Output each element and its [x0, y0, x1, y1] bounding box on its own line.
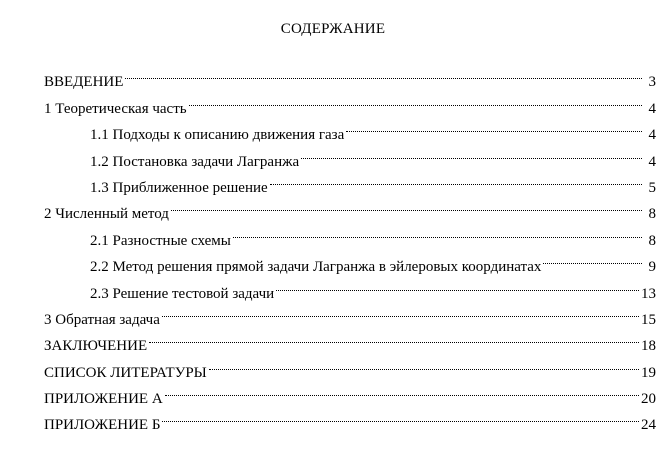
dot-leader	[233, 218, 642, 244]
toc-entry-page: 9	[648, 259, 656, 276]
toc-entry-1-1[interactable]	[44, 113, 656, 144]
toc-entry-label: 1.1 Подходы к описанию движения газа	[90, 127, 345, 144]
toc-entry-1-2[interactable]	[44, 139, 656, 170]
toc-entry-label: ПРИЛОЖЕНИЕ Б	[44, 417, 161, 434]
toc-entry-page: 4	[648, 100, 656, 117]
dot-leader	[162, 403, 639, 429]
toc-entry-2-2[interactable]	[44, 245, 656, 276]
toc-entry-label: 1 Теоретическая часть	[44, 100, 187, 117]
toc-entry-theory[interactable]	[44, 86, 656, 117]
toc-entry-label: 1.2 Постановка задачи Лагранжа	[90, 153, 300, 170]
toc-entry-conclusion[interactable]	[44, 324, 656, 355]
toc-entry-page: 18	[641, 338, 656, 355]
toc-entry-page: 13	[641, 285, 656, 302]
toc-entry-label: 2 Численный метод	[44, 206, 169, 223]
toc-entry-label: ПРИЛОЖЕНИЕ А	[44, 391, 163, 408]
toc-entry-page: 4	[648, 153, 656, 170]
dot-leader	[301, 139, 642, 165]
toc-entry-2-1[interactable]	[44, 218, 656, 249]
toc-entry-label: 2.2 Метод решения прямой задачи Лагранжа в эйлеровых координатах	[90, 259, 542, 276]
toc-entry-page: 8	[648, 206, 656, 223]
toc-entry-label: ВВЕДЕНИЕ	[44, 74, 124, 91]
dot-leader	[346, 113, 642, 139]
toc-title: СОДЕРЖАНИЕ	[280, 21, 386, 37]
toc-entry-label: 3 Обратная задача	[44, 311, 160, 328]
toc-entry-page: 15	[641, 311, 656, 328]
toc-entry-page: 24	[641, 417, 656, 434]
dot-leader	[543, 245, 642, 271]
toc-entry-2-3[interactable]	[44, 271, 656, 302]
toc-entry-page: 19	[641, 364, 656, 381]
dot-leader	[162, 298, 639, 324]
dot-leader	[270, 166, 642, 192]
dot-leader	[276, 271, 639, 297]
toc-entry-references[interactable]	[44, 350, 656, 381]
toc-entry-label: СПИСОК ЛИТЕРАТУРЫ	[44, 364, 207, 381]
dot-leader	[189, 86, 642, 112]
toc-entry-label: 2.3 Решение тестовой задачи	[90, 285, 275, 302]
toc-entry-page: 4	[648, 127, 656, 144]
table-of-contents	[44, 60, 656, 434]
toc-entry-1-3[interactable]	[44, 166, 656, 196]
toc-entry-introduction[interactable]	[44, 60, 656, 91]
toc-entry-numerical-method[interactable]	[44, 192, 656, 223]
dot-leader	[171, 192, 642, 218]
toc-entry-label: 2.1 Разностные схемы	[90, 232, 231, 249]
toc-entry-inverse-problem[interactable]	[44, 298, 656, 328]
toc-entry-page: 20	[641, 391, 656, 408]
toc-entry-page: 8	[648, 232, 656, 249]
dot-leader	[209, 350, 639, 376]
dot-leader	[149, 324, 639, 350]
dot-leader	[125, 60, 642, 86]
toc-entry-appendix-b[interactable]	[44, 403, 656, 434]
toc-entry-page: 5	[648, 179, 656, 196]
dot-leader	[165, 377, 639, 403]
toc-entry-label: 1.3 Приближенное решение	[90, 179, 268, 196]
toc-entry-label: ЗАКЛЮЧЕНИЕ	[44, 338, 148, 355]
toc-entry-appendix-a[interactable]	[44, 377, 656, 408]
toc-entry-page: 3	[648, 74, 656, 91]
